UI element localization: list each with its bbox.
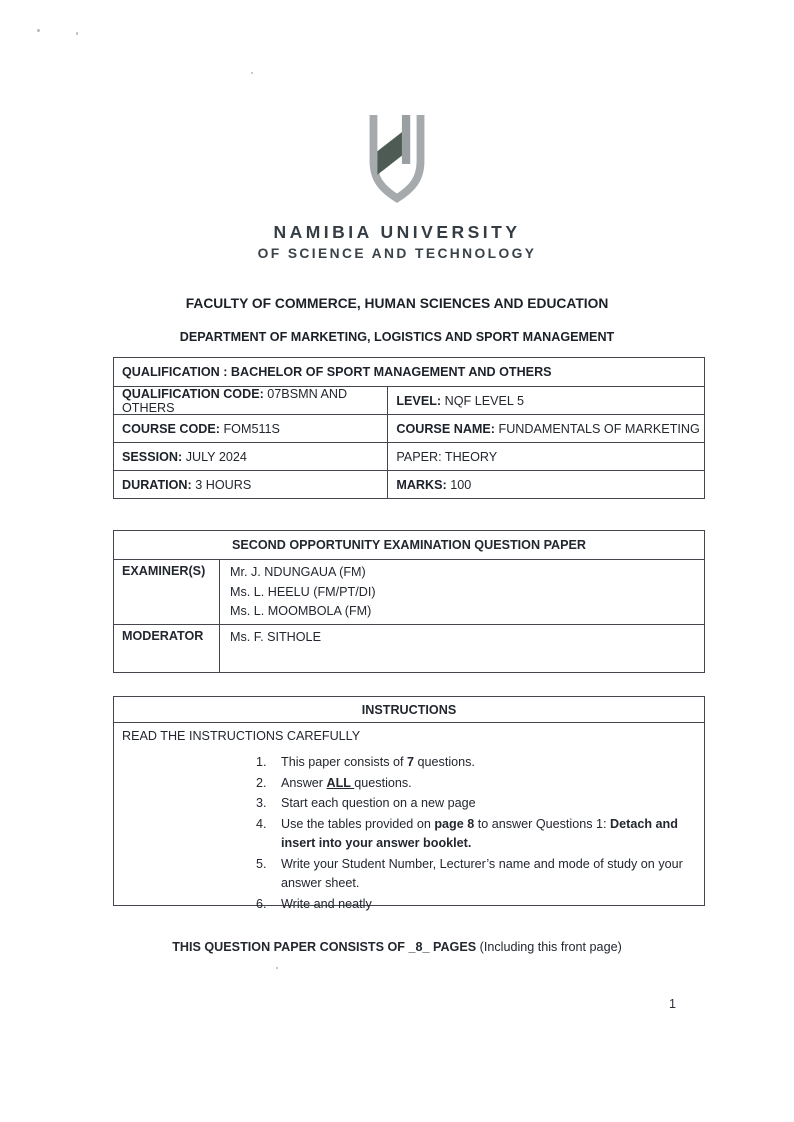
paper-label: PAPER:	[396, 449, 445, 464]
examiner-name: Ms. L. HEELU (FM/PT/DI)	[230, 584, 376, 599]
logo-diagonal-band	[377, 131, 403, 175]
exam-paper-title: SECOND OPPORTUNITY EXAMINATION QUESTION PAPER	[231, 538, 587, 552]
examination-table	[113, 530, 705, 673]
table-row-moderator	[114, 624, 704, 672]
university-name-subline: OF SCIENCE AND TECHNOLOGY	[257, 246, 537, 261]
instruction-item: 1. This paper consists of 7 questions.	[256, 755, 475, 769]
page-count-bold: THIS QUESTION PAPER CONSISTS OF _8_ PAGES	[172, 940, 480, 954]
instructions-title: INSTRUCTIONS	[114, 697, 704, 723]
instruction-item: 2. Answer ALL questions.	[256, 775, 412, 790]
page-count-regular: (Including this front page)	[479, 940, 622, 954]
table-row-session-paper	[114, 442, 704, 470]
logo-vertical-bar	[402, 115, 410, 164]
course-name-label: COURSE NAME:	[396, 421, 499, 436]
session-value: JULY 2024	[185, 449, 247, 464]
scan-speck	[37, 29, 40, 32]
department-heading: DEPARTMENT OF MARKETING, LOGISTICS AND SPORT MANAGEMENT	[179, 330, 615, 344]
instructions-table	[113, 696, 705, 911]
qualification-label: QUALIFICATION :	[122, 365, 231, 379]
session-label: SESSION:	[122, 449, 186, 464]
university-header	[0, 110, 794, 261]
qualification-code-label: QUALIFICATION CODE:	[122, 386, 268, 401]
level-value: NQF LEVEL 5	[444, 393, 524, 408]
instructions-intro: READ THE INSTRUCTIONS CAREFULLY	[122, 729, 361, 743]
course-code-value: FOM511S	[223, 421, 280, 436]
examiners-label: EXAMINER(S)	[114, 560, 220, 624]
scan-speck	[276, 967, 278, 969]
level-label: LEVEL:	[396, 393, 445, 408]
qualification-value: BACHELOR OF SPORT MANAGEMENT AND OTHERS	[230, 365, 552, 379]
university-name: NAMIBIA UNIVERSITY	[273, 222, 521, 242]
qualification-code-value: 07BSMN AND OTHERS	[122, 386, 348, 415]
page-count-note	[0, 940, 794, 954]
instruction-item: 5. Write your Student Number, Lecturer’s name and mode of study on your answer sheet.	[256, 856, 683, 890]
marks-label: MARKS:	[396, 477, 451, 492]
scan-speck	[76, 32, 78, 35]
course-code-label: COURSE CODE:	[122, 421, 224, 436]
table-row-examiners	[114, 559, 704, 624]
table-row-qualification	[114, 358, 704, 386]
course-details-table	[113, 357, 705, 499]
instructions-list	[122, 753, 696, 914]
page-number: 1	[669, 997, 676, 1011]
faculty-heading: FACULTY OF COMMERCE, HUMAN SCIENCES AND EDUCATION	[185, 296, 609, 311]
table-row-duration-marks	[114, 470, 704, 498]
instruction-item: 6. Write and neatly	[256, 896, 372, 911]
moderator-label: MODERATOR	[114, 625, 220, 672]
duration-label: DURATION:	[122, 477, 196, 492]
course-name-value: FUNDAMENTALS OF MARKETING	[498, 421, 700, 436]
marks-value: 100	[450, 477, 472, 492]
paper-value: THEORY	[444, 449, 498, 464]
instruction-item: 4. Use the tables provided on page 8 to answer Questions 1: Detach and insert into your answer booklet.	[256, 816, 678, 850]
table-row-code-level	[114, 386, 704, 414]
scan-speck	[251, 72, 253, 74]
duration-value: 3 HOURS	[195, 477, 252, 492]
university-logo	[348, 110, 446, 214]
examiner-name: Mr. J. NDUNGAUA (FM)	[230, 565, 366, 579]
instruction-item: 3. Start each question on a new page	[256, 796, 476, 810]
table-row-course	[114, 414, 704, 442]
examiner-name: Ms. L. MOOMBOLA (FM)	[230, 604, 372, 618]
moderator-name: Ms. F. SITHOLE	[230, 629, 321, 644]
